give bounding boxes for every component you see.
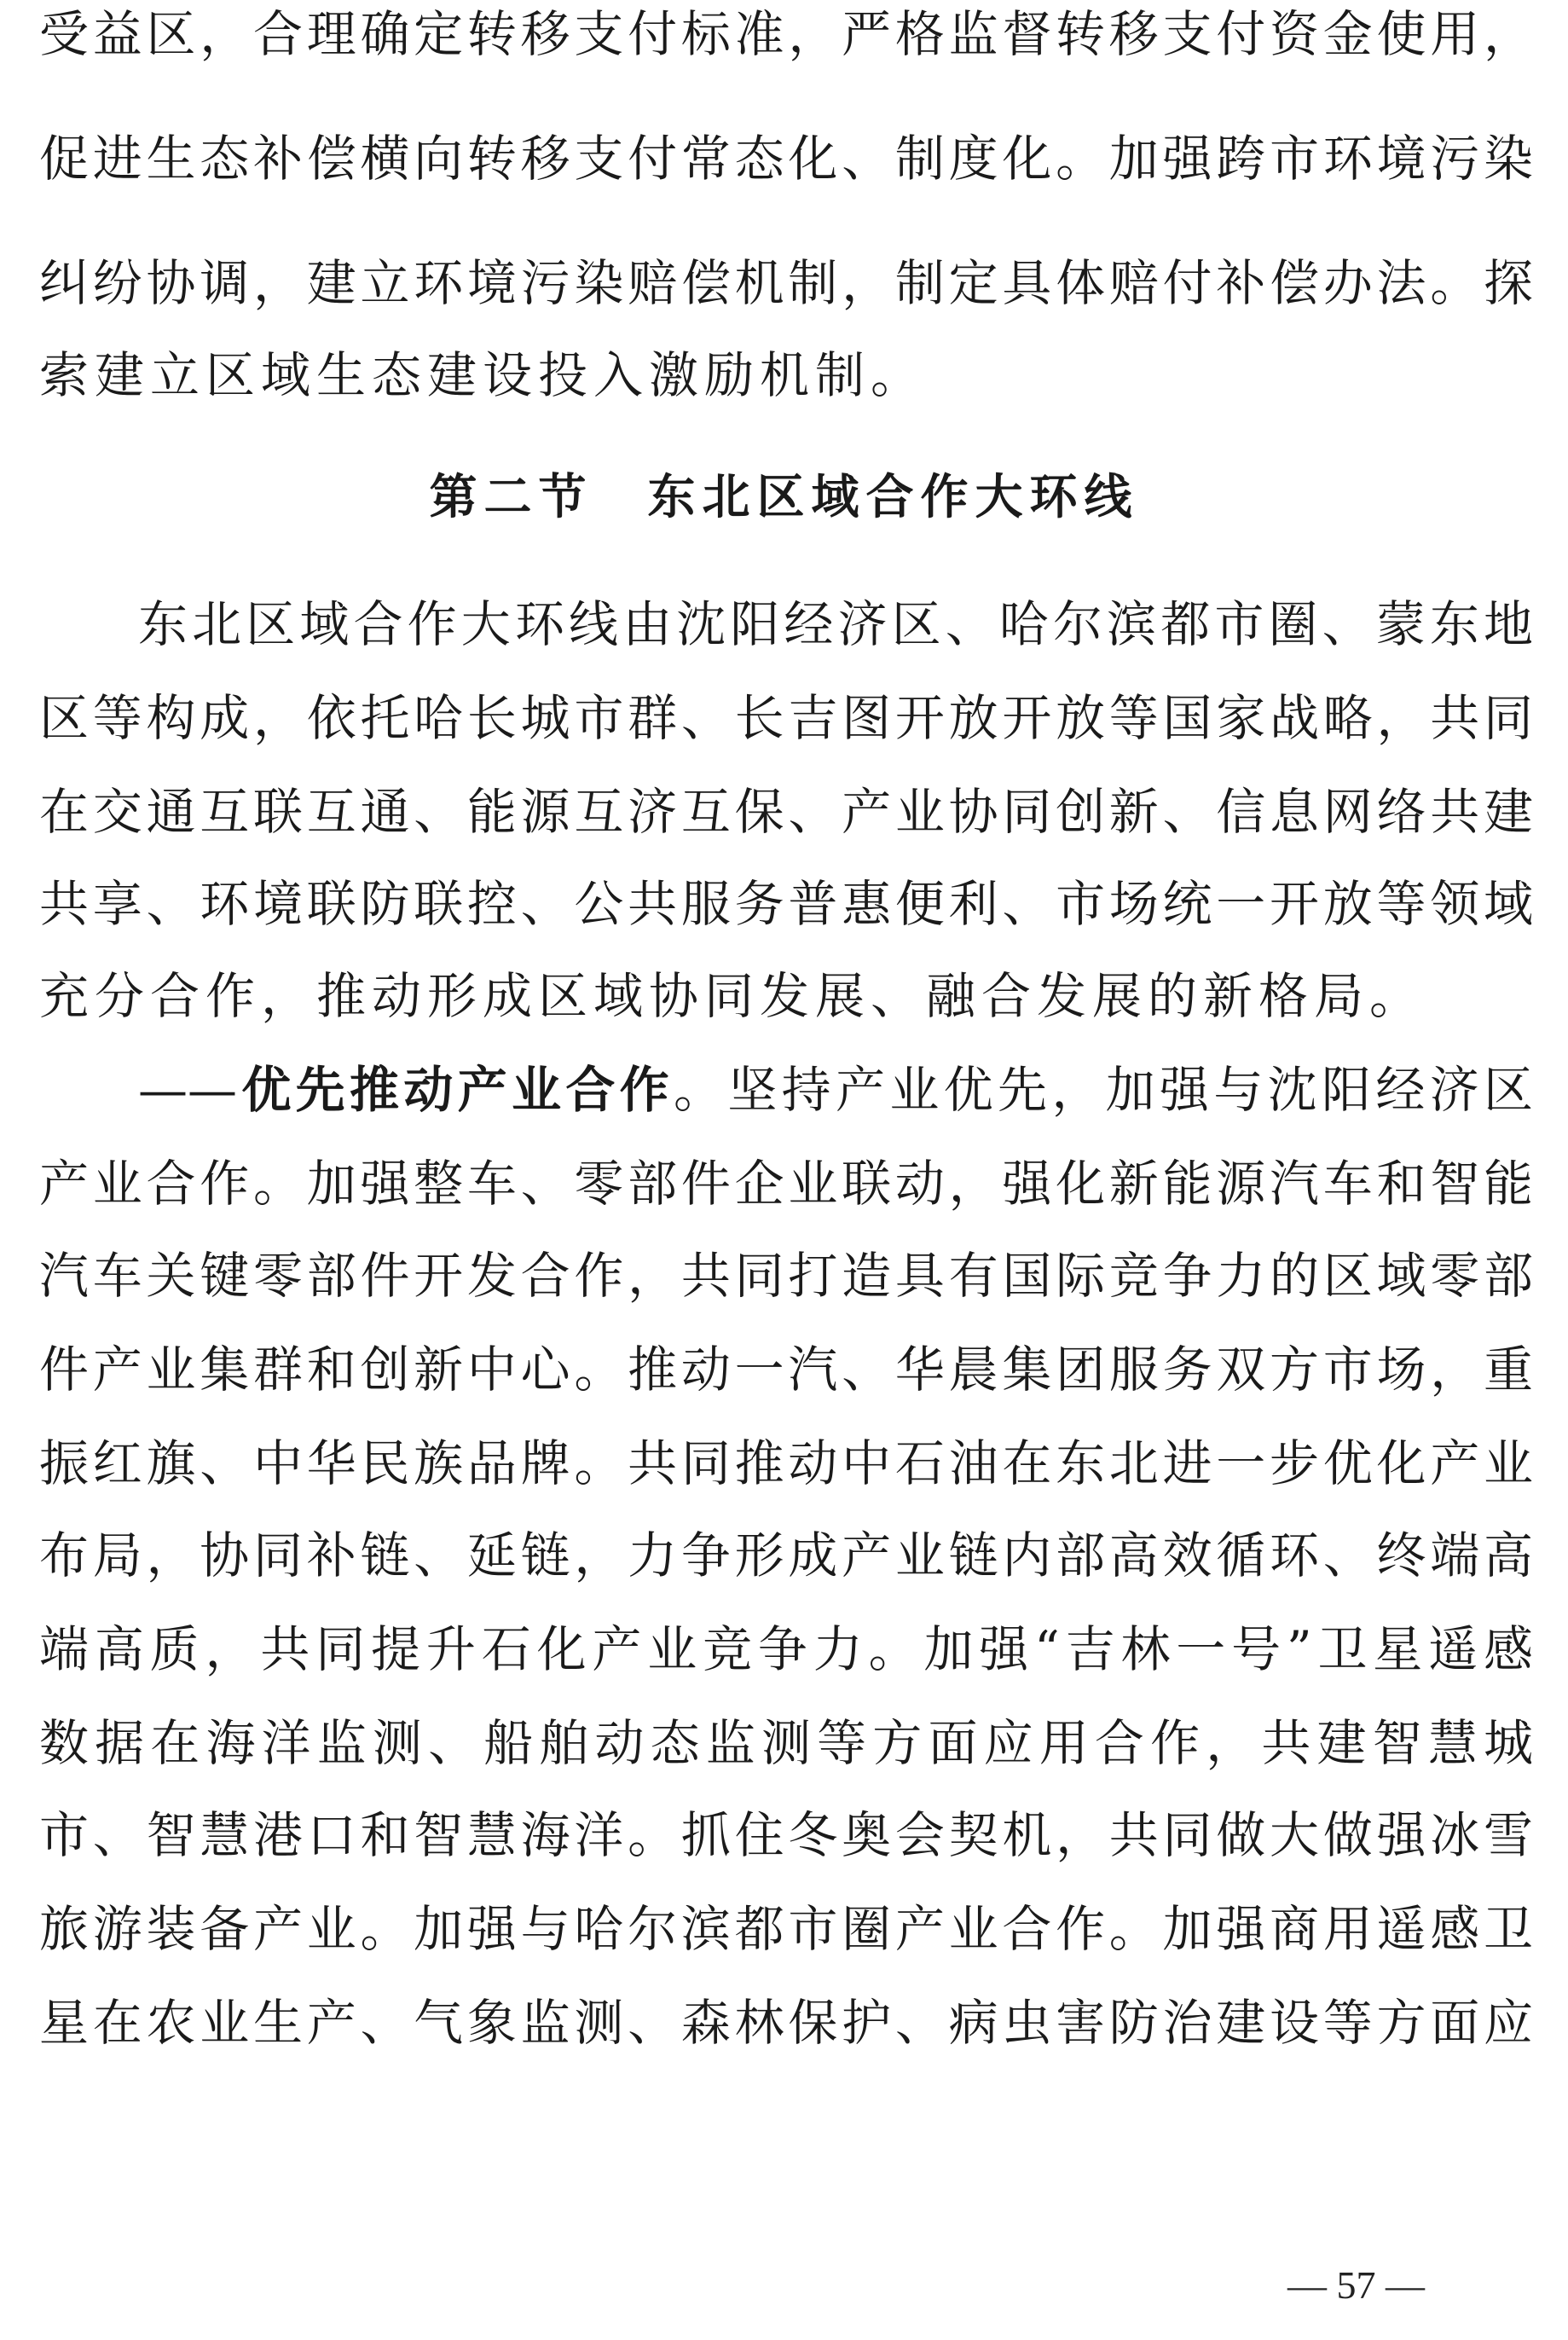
- paragraph-line: 件产业集群和创新中心。推动一汽、华晨集团服务双方市场，重: [39, 1341, 1533, 1399]
- paragraph-line: 市、智慧港口和智慧海洋。抓住冬奥会契机，共同做大做强冰雪: [39, 1806, 1533, 1864]
- page-number: — 57 —: [1287, 2263, 1425, 2307]
- paragraph-line: 在交通互联互通、能源互济互保、产业协同创新、信息网络共建: [39, 783, 1533, 841]
- paragraph-line: 产业合作。加强整车、零部件企业联动，强化新能源汽车和智能: [39, 1155, 1533, 1213]
- lead-dash: ——: [138, 1061, 237, 1119]
- paragraph-line: 布局，协同补链、延链，力争形成产业链内部高效循环、终端高: [39, 1526, 1533, 1584]
- paragraph-line: 纠纷协调，建立环境污染赔偿机制，制定具体赔付补偿办法。探: [39, 254, 1533, 312]
- paragraph-line: 汽车关键零部件开发合作，共同打造具有国际竞争力的区域零部: [39, 1247, 1533, 1305]
- paragraph-line: 共享、环境联防联控、公共服务普惠便利、市场统一开放等领域: [39, 875, 1533, 933]
- paragraph-line: 受益区，合理确定转移支付标准，严格监督转移支付资金使用，: [39, 5, 1533, 63]
- lead-text: 。坚持产业优先，加强与沈阳经济区: [674, 1061, 1533, 1119]
- paragraph-line: 促进生态补偿横向转移支付常态化、制度化。加强跨市环境污染: [39, 130, 1533, 188]
- lead-heading: 优先推动产业合作: [237, 1061, 674, 1119]
- paragraph-line: 索建立区域生态建设投入激励机制。: [39, 346, 927, 404]
- paragraph-line: 振红旗、中华民族品牌。共同推动中石油在东北进一步优化产业: [39, 1434, 1533, 1492]
- paragraph-line: 数据在海洋监测、船舶动态监测等方面应用合作，共建智慧城: [39, 1714, 1533, 1772]
- paragraph-line: 旅游装备产业。加强与哈尔滨都市圈产业合作。加强商用遥感卫: [39, 1900, 1533, 1958]
- paragraph-line: 端高质，共同提升石化产业竞争力。加强“吉林一号”卫星遥感: [39, 1620, 1533, 1678]
- paragraph-line: 区等构成，依托哈长城市群、长吉图开放开放等国家战略，共同: [39, 689, 1533, 747]
- section-heading: 第二节 东北区域合作大环线: [429, 470, 1139, 525]
- paragraph-lead-line: [138, 1059, 1533, 1121]
- paragraph-line: 东北区域合作大环线由沈阳经济区、哈尔滨都市圈、蒙东地: [138, 595, 1533, 653]
- paragraph-line: 充分合作，推动形成区域协同发展、融合发展的新格局。: [39, 967, 1426, 1025]
- paragraph-line: 星在农业生产、气象监测、森林保护、病虫害防治建设等方面应: [39, 1994, 1533, 2052]
